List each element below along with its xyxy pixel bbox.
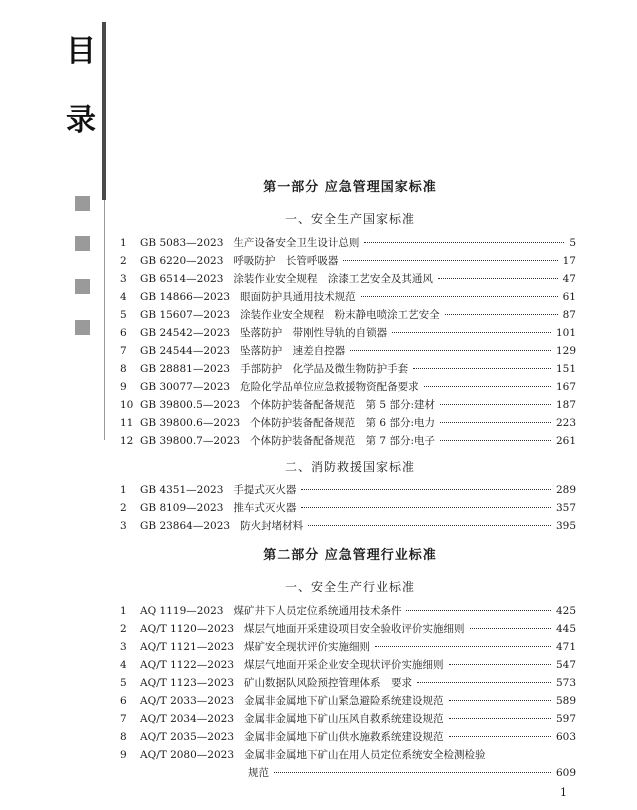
standard-code: AQ/T 2035—2023 bbox=[140, 731, 235, 743]
standard-code: GB 30077—2023 bbox=[140, 381, 231, 393]
page-ref: 129 bbox=[555, 345, 576, 357]
page-ref: 471 bbox=[555, 641, 576, 653]
side-rule bbox=[104, 200, 105, 440]
toc-entry[interactable] bbox=[120, 657, 576, 673]
standard-code: GB 23864—2023 bbox=[140, 520, 231, 532]
standard-code: GB 15607—2023 bbox=[140, 309, 231, 321]
page-ref: 5 bbox=[569, 237, 576, 249]
standard-name: 生产设备安全卫生设计总则 bbox=[233, 237, 360, 249]
side-square-4 bbox=[75, 320, 90, 335]
standard-name: 个体防护装备配备规范 第 7 部分:电子 bbox=[250, 435, 435, 447]
standard-name: 金属非金属地下矿山压风自救系统建设规范 bbox=[244, 713, 444, 725]
page-ref: 47 bbox=[562, 273, 576, 285]
leader-dots bbox=[445, 314, 558, 315]
page-ref: 573 bbox=[555, 677, 576, 689]
toc-entry[interactable] bbox=[120, 711, 576, 727]
leader-dots bbox=[350, 350, 551, 351]
standard-name: 个体防护装备配备规范 第 6 部分:电力 bbox=[250, 417, 435, 429]
entry-number: 8 bbox=[120, 731, 127, 743]
leader-dots bbox=[308, 525, 551, 526]
standard-code: GB 39800.7—2023 bbox=[140, 435, 241, 447]
page-ref: 445 bbox=[555, 623, 576, 635]
toc-entry[interactable] bbox=[120, 235, 576, 251]
toc-entry[interactable] bbox=[120, 379, 576, 395]
side-square-1 bbox=[75, 196, 90, 211]
leader-dots bbox=[440, 440, 551, 441]
standard-name-continued: 规范 bbox=[248, 767, 269, 779]
leader-dots bbox=[440, 422, 551, 423]
entry-number: 1 bbox=[120, 237, 127, 249]
toc-entry[interactable] bbox=[120, 325, 576, 341]
standard-name: 煤层气地面开采建设项目安全验收评价实施细则 bbox=[244, 623, 465, 635]
entry-number: 2 bbox=[120, 623, 127, 635]
standard-code: GB 4351—2023 bbox=[140, 484, 224, 496]
entry-number: 4 bbox=[120, 659, 127, 671]
standard-name: 煤矿安全现状评价实施细则 bbox=[244, 641, 371, 653]
standard-name: 眼面防护具通用技术规范 bbox=[240, 291, 356, 303]
toc-entry[interactable] bbox=[120, 307, 576, 323]
entry-number: 11 bbox=[120, 417, 134, 429]
toc-entry-continued[interactable] bbox=[248, 765, 576, 781]
page-number: 1 bbox=[560, 786, 567, 799]
side-bar bbox=[102, 22, 106, 200]
toc-entry[interactable] bbox=[120, 482, 576, 498]
standard-code: AQ/T 1121—2023 bbox=[140, 641, 235, 653]
entry-number: 1 bbox=[120, 605, 127, 617]
standard-code: AQ/T 2080—2023 bbox=[140, 749, 235, 761]
part-1-section-1-title: 一、安全生产国家标准 bbox=[284, 212, 415, 226]
standard-code: GB 6220—2023 bbox=[140, 255, 224, 267]
page-ref: 61 bbox=[562, 291, 576, 303]
toc-entry[interactable] bbox=[120, 500, 576, 516]
standard-name: 坠落防护 速差自控器 bbox=[240, 345, 346, 357]
standard-name: 金属非金属地下矿山供水施救系统建设规范 bbox=[244, 731, 444, 743]
part-1-title: 第一部分 应急管理国家标准 bbox=[263, 180, 437, 195]
entry-number: 6 bbox=[120, 327, 127, 339]
page-ref: 357 bbox=[555, 502, 576, 514]
toc-entry[interactable] bbox=[120, 397, 576, 413]
page-ref: 151 bbox=[555, 363, 576, 375]
toc-title-char-2: 录 bbox=[66, 103, 96, 138]
toc-entry[interactable] bbox=[120, 639, 576, 655]
standard-name: 推车式灭火器 bbox=[233, 502, 297, 514]
leader-dots bbox=[449, 664, 551, 665]
page-ref: 223 bbox=[555, 417, 576, 429]
leader-dots bbox=[424, 386, 551, 387]
toc-entry[interactable] bbox=[120, 693, 576, 709]
toc-entry[interactable] bbox=[120, 729, 576, 745]
standard-code: GB 6514—2023 bbox=[140, 273, 224, 285]
standard-code: GB 5083—2023 bbox=[140, 237, 224, 249]
standard-code: GB 8109—2023 bbox=[140, 502, 224, 514]
toc-entry[interactable] bbox=[120, 433, 576, 449]
entry-number: 3 bbox=[120, 273, 127, 285]
entry-number: 5 bbox=[120, 677, 127, 689]
entry-number: 2 bbox=[120, 502, 127, 514]
leader-dots bbox=[449, 718, 551, 719]
page-ref: 289 bbox=[555, 484, 576, 496]
standard-name: 煤层气地面开采企业安全现状评价实施细则 bbox=[244, 659, 444, 671]
standard-name: 坠落防护 带刚性导轨的自锁器 bbox=[240, 327, 388, 339]
entry-number: 5 bbox=[120, 309, 127, 321]
standard-name: 金属非金属地下矿山紧急避险系统建设规范 bbox=[244, 695, 444, 707]
page-ref: 17 bbox=[562, 255, 576, 267]
entry-number: 8 bbox=[120, 363, 127, 375]
leader-dots bbox=[392, 332, 551, 333]
leader-dots bbox=[301, 507, 551, 508]
toc-entry[interactable] bbox=[120, 343, 576, 359]
leader-dots bbox=[364, 242, 564, 243]
page-ref: 547 bbox=[555, 659, 576, 671]
page-ref: 603 bbox=[555, 731, 576, 743]
standard-name: 呼吸防护 长管呼吸器 bbox=[233, 255, 339, 267]
entry-number: 3 bbox=[120, 520, 127, 532]
standard-code: AQ/T 2033—2023 bbox=[140, 695, 235, 707]
standard-name: 个体防护装备配备规范 第 5 部分:建材 bbox=[250, 399, 435, 411]
leader-dots bbox=[449, 736, 551, 737]
page-ref: 589 bbox=[555, 695, 576, 707]
entry-number: 1 bbox=[120, 484, 127, 496]
entry-number: 10 bbox=[120, 399, 134, 411]
standard-code: GB 24542—2023 bbox=[140, 327, 231, 339]
leader-dots bbox=[274, 772, 551, 773]
entry-number: 7 bbox=[120, 345, 127, 357]
standard-name: 手部防护 化学品及微生物防护手套 bbox=[240, 363, 409, 375]
page-ref: 87 bbox=[562, 309, 576, 321]
standard-code: GB 39800.5—2023 bbox=[140, 399, 241, 411]
standard-code: GB 24544—2023 bbox=[140, 345, 231, 357]
toc-entry[interactable] bbox=[120, 253, 576, 269]
page-ref: 597 bbox=[555, 713, 576, 725]
leader-dots bbox=[343, 260, 557, 261]
standard-name: 涂装作业安全规程 粉末静电喷涂工艺安全 bbox=[240, 309, 440, 321]
page-ref: 101 bbox=[555, 327, 576, 339]
entry-number: 9 bbox=[120, 381, 127, 393]
toc-entry[interactable] bbox=[120, 271, 576, 287]
leader-dots bbox=[440, 404, 551, 405]
standard-code: AQ 1119—2023 bbox=[140, 605, 224, 617]
toc-entry[interactable] bbox=[120, 518, 576, 534]
standard-name: 危险化学品单位应急救援物资配备要求 bbox=[240, 381, 419, 393]
standard-code: AQ/T 2034—2023 bbox=[140, 713, 235, 725]
leader-dots bbox=[438, 278, 558, 279]
leader-dots bbox=[375, 646, 551, 647]
entry-number: 7 bbox=[120, 713, 127, 725]
toc-entry[interactable] bbox=[120, 289, 576, 305]
entry-number: 9 bbox=[120, 749, 127, 761]
page-ref: 187 bbox=[555, 399, 576, 411]
leader-dots bbox=[361, 296, 558, 297]
standard-name: 金属非金属地下矿山在用人员定位系统安全检测检验 bbox=[244, 749, 486, 761]
side-square-2 bbox=[75, 236, 90, 251]
leader-dots bbox=[413, 368, 551, 369]
standard-code: GB 28881—2023 bbox=[140, 363, 231, 375]
page-ref: 395 bbox=[555, 520, 576, 532]
standard-name: 涂装作业安全规程 涂漆工艺安全及其通风 bbox=[233, 273, 433, 285]
page-ref: 261 bbox=[555, 435, 576, 447]
standard-code: GB 39800.6—2023 bbox=[140, 417, 241, 429]
leader-dots bbox=[449, 700, 551, 701]
page-ref: 425 bbox=[555, 605, 576, 617]
standard-name: 手提式灭火器 bbox=[233, 484, 297, 496]
standard-code: AQ/T 1122—2023 bbox=[140, 659, 235, 671]
page-ref: 167 bbox=[555, 381, 576, 393]
side-square-3 bbox=[75, 279, 90, 294]
toc-entry[interactable] bbox=[120, 675, 576, 691]
standard-name: 防火封堵材料 bbox=[240, 520, 304, 532]
leader-dots bbox=[417, 682, 551, 683]
part-2-section-1-title: 一、安全生产行业标准 bbox=[284, 580, 415, 594]
toc-entry[interactable] bbox=[120, 361, 576, 377]
leader-dots bbox=[406, 610, 550, 611]
entry-number: 6 bbox=[120, 695, 127, 707]
leader-dots bbox=[470, 628, 551, 629]
toc-title-char-1: 目 bbox=[66, 34, 96, 69]
part-2-title: 第二部分 应急管理行业标准 bbox=[263, 548, 437, 563]
standard-code: AQ/T 1123—2023 bbox=[140, 677, 235, 689]
page-ref: 609 bbox=[555, 767, 576, 779]
part-1-section-2-title: 二、消防救援国家标准 bbox=[284, 460, 415, 474]
leader-dots bbox=[301, 489, 551, 490]
toc-entry[interactable] bbox=[120, 747, 576, 763]
entry-number: 2 bbox=[120, 255, 127, 267]
standard-code: AQ/T 1120—2023 bbox=[140, 623, 235, 635]
toc-entry[interactable] bbox=[120, 603, 576, 619]
entry-number: 12 bbox=[120, 435, 134, 447]
entry-number: 4 bbox=[120, 291, 127, 303]
standard-code: GB 14866—2023 bbox=[140, 291, 231, 303]
toc-entry[interactable] bbox=[120, 415, 576, 431]
standard-name: 煤矿井下人员定位系统通用技术条件 bbox=[233, 605, 402, 617]
standard-name: 矿山数据队风险预控管理体系 要求 bbox=[244, 677, 413, 689]
toc-entry[interactable] bbox=[120, 621, 576, 637]
entry-number: 3 bbox=[120, 641, 127, 653]
